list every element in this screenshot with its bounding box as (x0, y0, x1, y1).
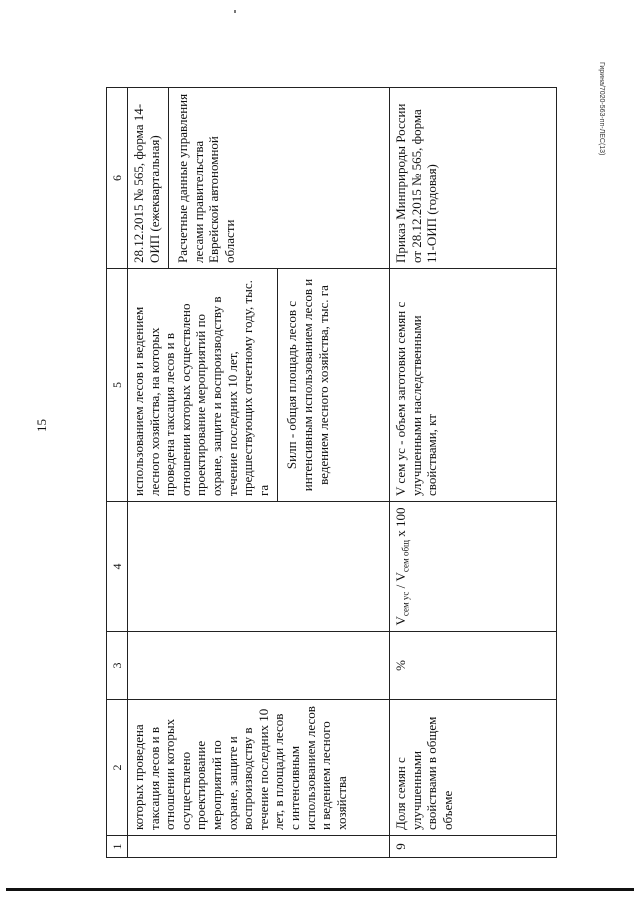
cell-unit (128, 632, 390, 700)
bottom-rule (6, 888, 634, 891)
source-text: 28.12.2015 № 565, форма 14-ОИП (ежеквартальная) (131, 103, 162, 263)
cell-unit: % (390, 632, 557, 700)
document-stamp: Гирина/7020-563-пп-ЛЕС(13) (598, 62, 605, 156)
header-col-4: 4 (107, 502, 128, 632)
header-col-6: 6 (107, 88, 128, 269)
cell-indicator-name: которых проведена таксация лесов и в отношении которых осуществлено проектирование мероприятий по охране, защите и воспроизводству в течение последних 10 лет, в площади лесов с интенсивным использованием лесов и ведением лесного хозяйства (128, 700, 390, 836)
indicators-table (106, 87, 557, 858)
header-col-2: 2 (107, 700, 128, 836)
cell-definition: V сем ус - объем заготовки семян с улучшенными наследственными свойствами, кт (390, 269, 557, 502)
cell-formula (128, 502, 390, 632)
cell-indicator-name: Доля семян с улучшенными свойствами в общем объеме (390, 700, 557, 836)
table-header-row (107, 88, 128, 858)
table-row-9 (390, 88, 557, 858)
formula-sub-a: сем ус (400, 591, 411, 617)
page-number: 15 (34, 419, 49, 432)
cell-number (128, 836, 390, 858)
header-col-1: 1 (107, 836, 128, 858)
cell-source: Приказ Минприроды России от 28.12.2015 № 565, форма 11-ОИП (годовая) (390, 88, 557, 269)
header-col-5: 5 (107, 269, 128, 502)
formula-sub-b: сем общ (400, 540, 411, 573)
table-row-continuation (128, 88, 390, 858)
cell-number: 9 (390, 836, 557, 858)
formula-multiplier: х 100 (393, 507, 408, 540)
definition-text: использованием лесов и ведением лесного хозяйства, на которых проведена таксация лесов и в отношении которых осуществлено проектирование мероприятий по охране, защите и воспроизводству в течение последних 10 лет, предшествующих отчетному году, тыс. га (131, 280, 271, 496)
formula-separator: / (393, 581, 408, 592)
formula-var-b: V (393, 572, 408, 582)
cell-source (128, 88, 390, 269)
cell-definition (128, 269, 390, 502)
formula-var-a: V (393, 616, 408, 626)
definition-text-area: Sилп - общая площадь лесов с интенсивным использованием лесов и ведением лесного хозяйства, тыс. га (277, 269, 331, 501)
cell-formula (390, 502, 557, 632)
source-text-calculated: Расчетные данные управления лесами правительства Еврейской автономной области (168, 88, 237, 268)
indicators-table-container (106, 88, 556, 858)
scan-artifact (234, 10, 236, 13)
header-col-3: 3 (107, 632, 128, 700)
